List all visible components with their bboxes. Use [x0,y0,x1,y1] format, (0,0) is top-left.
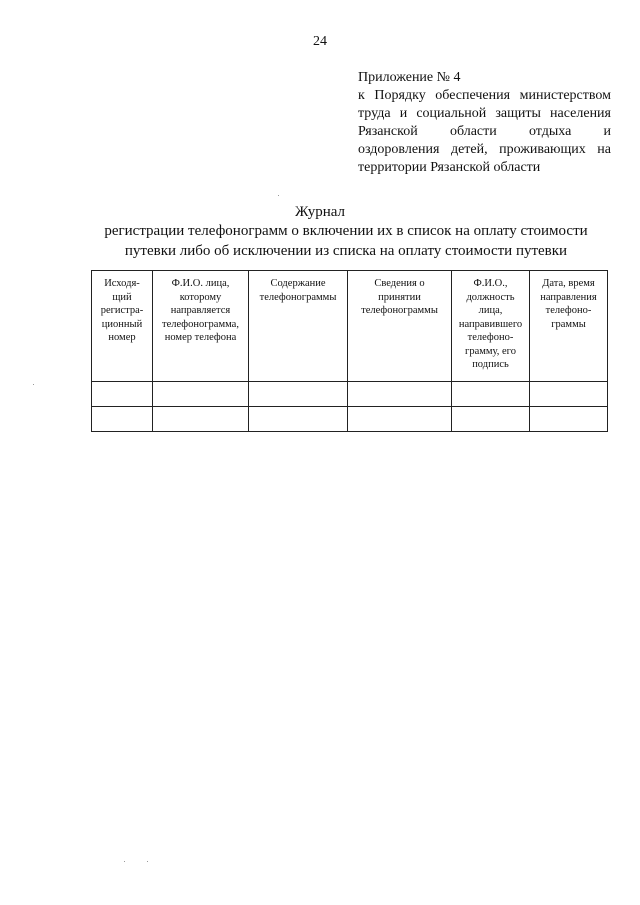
table-cell [249,382,348,407]
scan-speck [278,195,279,196]
table-cell [92,382,153,407]
table-cell [249,407,348,432]
journal-title: Журнал [294,204,345,220]
scan-speck [124,861,125,862]
journal-subtitle-line: регистрации телефонограмм о включении их в список на оплату стоимости [104,223,588,239]
scan-speck [33,384,34,385]
table-cell [92,407,153,432]
appendix-title: Приложение № 4 [358,70,461,85]
page-number: 24 [313,34,327,49]
table-row [92,407,608,432]
appendix-line: Рязанской области отдыха и [358,124,611,139]
appendix-line: труда и социальной защиты населения [358,106,611,121]
appendix-block [358,69,611,177]
table-cell [530,382,608,407]
header-recipient: Ф.И.О. лица, которому направляется телефонограмма, номер телефона [153,271,249,382]
journal-subtitle [90,221,602,261]
table-cell [530,407,608,432]
appendix-line: территории Рязанской области [358,160,541,175]
header-acceptance: Сведения о принятии телефонограммы [348,271,452,382]
journal-table [91,270,608,432]
header-outgoing-number: Исходя- щий регистра- ционный номер [92,271,153,382]
appendix-line: к Порядку обеспечения министерством [358,88,611,103]
header-sender: Ф.И.О., должность лица, направившего телефоно- грамму, его подпись [452,271,530,382]
table-cell [452,407,530,432]
scan-speck [147,861,148,862]
journal-subtitle-line: путевки либо об исключении из списка на оплату стоимости путевки [124,243,568,259]
table-cell [452,382,530,407]
table-cell [348,382,452,407]
table-header-row [92,271,608,382]
header-datetime: Дата, время направления телефоно- граммы [530,271,608,382]
appendix-line: оздоровления детей, проживающих на [358,142,611,157]
table-cell [348,407,452,432]
table-row [92,382,608,407]
table-cell [153,407,249,432]
header-content: Содержание телефонограммы [249,271,348,382]
table-cell [153,382,249,407]
